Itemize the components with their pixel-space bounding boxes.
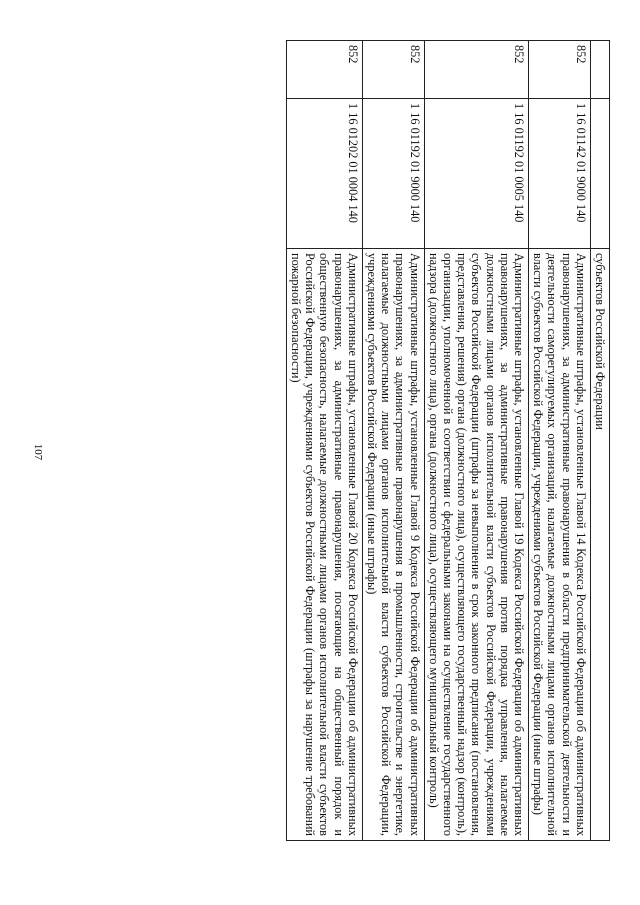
admin-code-cell xyxy=(590,41,609,99)
page-number: 107 xyxy=(32,443,44,461)
description-cell: Административные штрафы, установленные Главой 20 Кодекса Российской Федерации об административных правонарушениях, за административные правонарушения, посягающие на общественный порядок и общественную безопасность, налагаемые должностными лицами органов исполнительной власти субъектов Российской Федерации, учреждениями субъектов Российской Федерации (штрафы за нарушение требований пожарной безопасности) xyxy=(286,249,362,841)
budget-code-cell: 1 16 01202 01 0004 140 xyxy=(286,99,362,249)
admin-code-cell: 852 xyxy=(424,41,528,99)
table-row xyxy=(424,41,528,841)
budget-code-cell: 1 16 01192 01 0005 140 xyxy=(424,99,528,249)
admin-code-cell: 852 xyxy=(362,41,424,99)
description-cell: субъектов Российской Федерации xyxy=(590,249,609,841)
table-row xyxy=(528,41,590,841)
budget-code-cell: 1 16 01192 01 9000 140 xyxy=(362,99,424,249)
description-cell: Административные штрафы, установленные Главой 19 Кодекса Российской Федерации об административных правонарушениях, за административные правонарушения против порядка управления, налагаемые должностными лицами органов исполнительной власти субъектов Российской Федерации, учреждениями субъектов Российской Федерации (штрафы за невыполнение в срок законного предписания (постановления, представления, решения) органа (должностного лица), осуществляющего государственный надзор (контроль), организации, уполномоченной в соответствии с федеральными законами на осуществление государственного надзора (должностного лица), органа (должностного лица), осуществляющего муниципальный контроль) xyxy=(424,249,528,841)
budget-code-cell: 1 16 01142 01 9000 140 xyxy=(528,99,590,249)
admin-code-cell: 852 xyxy=(286,41,362,99)
table-row xyxy=(286,41,362,841)
table-row xyxy=(362,41,424,841)
admin-code-cell: 852 xyxy=(528,41,590,99)
description-cell: Административные штрафы, установленные Главой 9 Кодекса Российской Федерации об административных правонарушениях, за административные правонарушения в промышленности, строительстве и энергетике, налагаемые должностными лицами органов исполнительной власти субъектов Российской Федерации, учреждениями субъектов Российской Федерации (иные штрафы) xyxy=(362,249,424,841)
rotated-document xyxy=(35,40,610,840)
budget-code-cell xyxy=(590,99,609,249)
budget-code-table xyxy=(286,40,610,841)
description-cell: Административные штрафы, установленные Главой 14 Кодекса Российской Федерации об административных правонарушениях, за административные правонарушения в области предпринимательской деятельности и деятельности саморегулируемых организаций, налагаемые должностными лицами органов исполнительной власти субъектов Российской Федерации, учреждениями субъектов Российской Федерации (иные штрафы) xyxy=(528,249,590,841)
table-row xyxy=(590,41,609,841)
